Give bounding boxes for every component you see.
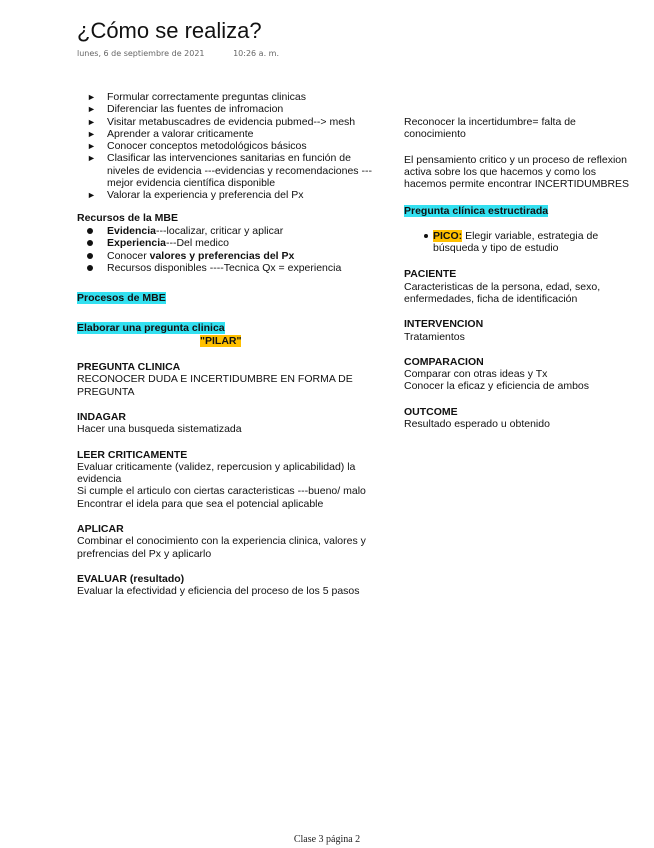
section-aplicar [77, 523, 377, 560]
estructurada-heading: Pregunta clínica estructirada [404, 205, 549, 218]
section-text: Conocer la eficaz y eficiencia de ambos [404, 380, 590, 393]
section-pregunta [77, 361, 377, 398]
section-text: RECONOCER DUDA E INCERTIDUMBRE EN FORMA DE PREGUNTA [77, 373, 353, 398]
note-date: lunes, 6 de septiembre de 2021 [77, 49, 205, 58]
elaborar-heading: Elaborar una pregunta clinica [77, 322, 225, 335]
section-text: Si cumple el articulo con ciertas caracteristicas ---bueno/ malo [77, 485, 366, 498]
section-text: Encontrar el idela para que sea el potencial aplicable [77, 497, 324, 510]
pico-list [404, 230, 632, 255]
note-time: 10:26 a. m. [233, 49, 279, 58]
section-comparacion [404, 356, 632, 393]
list-item: ► Valorar la experiencia y preferencia del Px [77, 189, 377, 201]
recursos-heading: Recursos de la MBE [77, 211, 178, 224]
recurso-text: Conocer [107, 249, 150, 262]
section-text: Caracteristicas de la persona, edad, sexo, enfermedades, ficha de identificación [404, 280, 601, 305]
list-item: ► Diferenciar las fuentes de infromacion [77, 103, 377, 115]
list-item [77, 250, 377, 262]
recurso-label: Experiencia [107, 237, 166, 250]
section-heading: COMPARACION [404, 355, 484, 368]
pico-text: Elegir variable, estrategia de búsqueda y tipo de estudio [433, 229, 599, 255]
note-timestamp [77, 49, 305, 58]
pilar-label: "PILAR" [200, 334, 242, 347]
list-item [77, 225, 377, 237]
section-evaluar [77, 573, 377, 598]
section-text: Comparar con otras ideas y Tx [404, 368, 548, 381]
section-heading: LEER CRITICAMENTE [77, 448, 188, 461]
list-item: ► Clasificar las intervenciones sanitarias en función de niveles de evidencia ---evidencias y recomendaciones ---mejor evidencia científica disponible [77, 152, 377, 189]
list-item: ► Formular correctamente preguntas clinicas [77, 91, 377, 103]
list-item: ► Aprender a valorar criticamente [77, 128, 377, 140]
section-text: Tratamientos [404, 330, 465, 343]
recurso-label: valores y preferencias del Px [149, 249, 295, 262]
right-column [404, 116, 632, 430]
section-heading: INTERVENCION [404, 318, 484, 331]
section-heading: EVALUAR (resultado) [77, 572, 185, 585]
section-heading: INDAGAR [77, 410, 126, 423]
page-title: ¿Cómo se realiza? [77, 18, 262, 43]
recurso-label: Evidencia [107, 224, 157, 237]
section-heading: PACIENTE [404, 268, 457, 281]
section-heading: APLICAR [77, 523, 124, 536]
section-outcome [404, 406, 632, 431]
recurso-text: ---localizar, criticar y aplicar [156, 224, 284, 237]
recurso-text: ---Del medico [165, 237, 229, 250]
left-column [77, 91, 377, 598]
section-text: Hacer una busqueda sistematizada [77, 423, 242, 436]
section-leer [77, 449, 377, 510]
section-heading: PREGUNTA CLINICA [77, 361, 181, 374]
page-footer: Clase 3 página 2 [293, 834, 361, 845]
section-text: Evaluar la efectividad y eficiencia del proceso de los 5 pasos [77, 585, 360, 598]
section-text: Resultado esperado u obtenido [404, 418, 550, 431]
section-paciente [404, 268, 632, 305]
section-text: Combinar el conocimiento con la experiencia clinica, valores y prefrencias del Px y aplicarlo [77, 535, 366, 560]
section-intervencion [404, 318, 632, 343]
list-item: Recursos disponibles ----Tecnica Qx = experiencia [77, 262, 377, 274]
procesos-heading: Procesos de MBE [77, 292, 166, 305]
section-heading: OUTCOME [404, 405, 458, 418]
pico-label: PICO: [433, 229, 463, 242]
list-item [77, 237, 377, 249]
recursos-list [77, 225, 377, 274]
list-item: ► Conocer conceptos metodológicos básicos [77, 140, 377, 152]
section-text: Evaluar criticamente (validez, repercusion y aplicabilidad) la evidencia [77, 460, 356, 486]
section-indagar [77, 411, 377, 436]
steps-list [77, 91, 377, 202]
list-item: ► Visitar metabuscadres de evidencia pubmed--> mesh [77, 116, 377, 128]
list-item [404, 230, 632, 255]
paragraph: Reconocer la incertidumbre= falta de conocimiento [404, 116, 576, 141]
paragraph: El pensamiento critico y un proceso de reflexion activa sobre los que hacemos y como los hacemos permite encontrar INCERTIDUMBRES [404, 153, 630, 191]
